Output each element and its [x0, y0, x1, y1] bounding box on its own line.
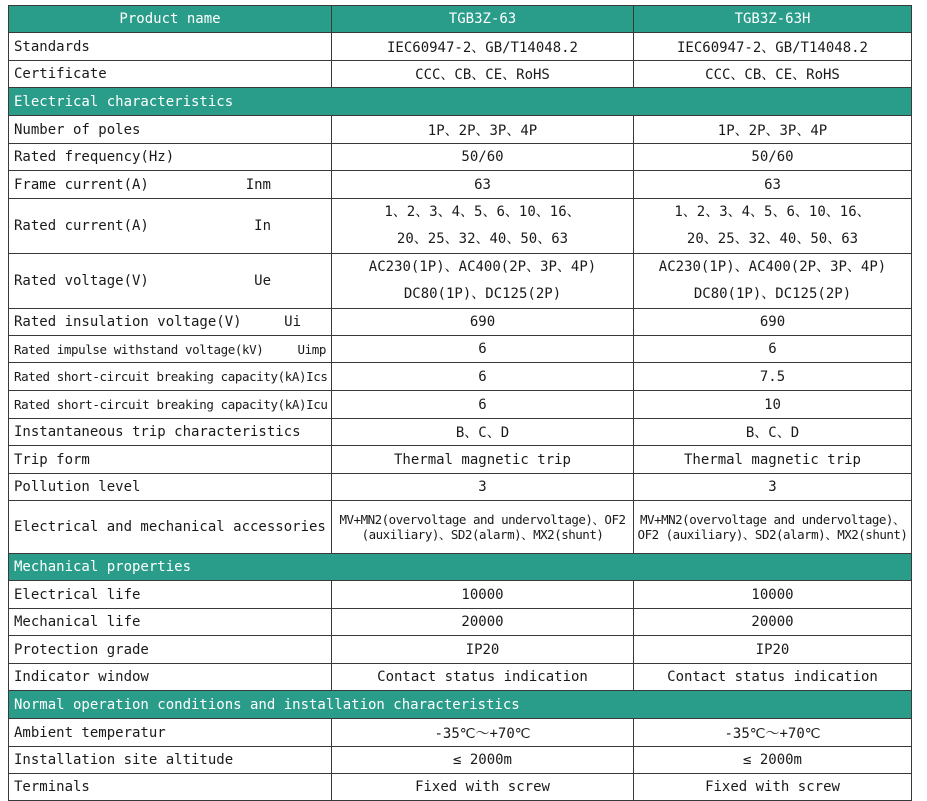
cell-value: IP20: [332, 636, 634, 664]
label-text: Rated voltage(V): [14, 273, 149, 289]
table-row: [9, 581, 912, 609]
cell-value: Fixed with screw: [634, 774, 912, 801]
row-label: Electrical and mechanical accessories: [9, 501, 332, 554]
row-label: [9, 171, 332, 199]
product-name-header: Product name: [9, 6, 332, 33]
cell-value: ≤ 2000m: [634, 747, 912, 774]
cell-line: 20、25、32、40、50、63: [396, 231, 569, 247]
symbol-text: Icu: [306, 397, 328, 412]
row-label: Rated frequency(Hz): [9, 144, 332, 171]
cell-value: IEC60947-2、GB/T14048.2: [332, 33, 634, 61]
section-title: Mechanical properties: [9, 554, 912, 581]
cell-value: Contact status indication: [634, 664, 912, 691]
cell-value: 6: [332, 363, 634, 391]
table-row: [9, 336, 912, 363]
table-row: [9, 609, 912, 636]
cell-value: 20000: [634, 609, 912, 636]
cell-value: -35℃～+70℃: [634, 719, 912, 747]
label-text: Rated current(A): [14, 218, 149, 234]
cell-line: AC230(1P)、AC400(2P、3P、4P): [368, 259, 597, 275]
cell-line: DC80(1P)、DC125(2P): [693, 286, 852, 302]
symbol-text: Ue: [254, 273, 271, 289]
header-row: [9, 6, 912, 33]
table-row: [9, 33, 912, 61]
table-row: [9, 636, 912, 664]
row-label: Certificate: [9, 61, 332, 88]
model-b-header: TGB3Z-63H: [634, 6, 912, 33]
row-label: Electrical life: [9, 581, 332, 609]
cell-value: 63: [634, 171, 912, 199]
label-text: Rated insulation voltage(V): [14, 314, 242, 330]
table-row: [9, 116, 912, 144]
cell-value: [634, 199, 912, 254]
symbol-text: In: [254, 218, 271, 234]
cell-value: Thermal magnetic trip: [634, 446, 912, 474]
cell-line: DC80(1P)、DC125(2P): [403, 286, 562, 302]
row-label: Standards: [9, 33, 332, 61]
symbol-text: Inm: [245, 176, 271, 193]
label-text: Rated impulse withstand voltage(kV): [14, 341, 264, 357]
section-header-electrical: [9, 88, 912, 116]
cell-value: 20000: [332, 609, 634, 636]
symbol-text: Ics: [306, 369, 328, 384]
table-row: [9, 501, 912, 554]
cell-value: 10000: [332, 581, 634, 609]
cell-line: 1、2、3、4、5、6、10、16、: [674, 204, 871, 220]
cell-value: IEC60947-2、GB/T14048.2: [634, 33, 912, 61]
row-label: Instantaneous trip characteristics: [9, 419, 332, 446]
cell-value: [332, 199, 634, 254]
cell-value: Thermal magnetic trip: [332, 446, 634, 474]
cell-value: ≤ 2000m: [332, 747, 634, 774]
table-row: [9, 446, 912, 474]
row-label: Pollution level: [9, 474, 332, 501]
section-header-mechanical: [9, 554, 912, 581]
cell-value: IP20: [634, 636, 912, 664]
row-label: [9, 309, 332, 336]
cell-line: 1、2、3、4、5、6、10、16、: [384, 204, 581, 220]
table-row: [9, 363, 912, 391]
cell-value: [332, 254, 634, 309]
row-label: Indicator window: [9, 664, 332, 691]
section-header-normal: [9, 691, 912, 719]
row-label: [9, 199, 332, 254]
cell-value: [634, 254, 912, 309]
cell-value: CCC、CB、CE、RoHS: [634, 61, 912, 88]
row-label: [9, 336, 332, 363]
row-label: Terminals: [9, 774, 332, 801]
table-row: [9, 747, 912, 774]
cell-value: 3: [332, 474, 634, 501]
table-row: [9, 474, 912, 501]
cell-value: B、C、D: [332, 419, 634, 446]
label-text: Rated short-circuit breaking capacity(kA): [14, 369, 307, 384]
row-label: Protection grade: [9, 636, 332, 664]
table-row: [9, 254, 912, 309]
cell-value: 50/60: [332, 144, 634, 171]
cell-value: 3: [634, 474, 912, 501]
symbol-text: Ui: [284, 314, 301, 330]
section-title: Electrical characteristics: [9, 88, 912, 116]
cell-value: 10000: [634, 581, 912, 609]
section-title: Normal operation conditions and installation characteristics: [9, 691, 912, 719]
cell-value: 690: [332, 309, 634, 336]
row-label: [9, 391, 332, 419]
cell-value: 6: [332, 336, 634, 363]
model-a-header: TGB3Z-63: [332, 6, 634, 33]
table-row: [9, 719, 912, 747]
table-row: [9, 774, 912, 801]
cell-line: 20、25、32、40、50、63: [686, 231, 859, 247]
table-row: [9, 419, 912, 446]
spec-table: [8, 5, 912, 801]
label-text: Frame current(A): [14, 176, 149, 193]
cell-line: AC230(1P)、AC400(2P、3P、4P): [658, 259, 887, 275]
symbol-text: Uimp: [297, 341, 326, 357]
table-row: [9, 171, 912, 199]
table-row: [9, 391, 912, 419]
table-row: [9, 144, 912, 171]
row-label: Mechanical life: [9, 609, 332, 636]
cell-value: -35℃～+70℃: [332, 719, 634, 747]
cell-value: 690: [634, 309, 912, 336]
table-row: [9, 199, 912, 254]
cell-value: Contact status indication: [332, 664, 634, 691]
row-label: Number of poles: [9, 116, 332, 144]
row-label: [9, 254, 332, 309]
label-text: Rated short-circuit breaking capacity(kA): [14, 397, 307, 412]
cell-value: Fixed with screw: [332, 774, 634, 801]
cell-value: MV+MN2(overvoltage and undervoltage)、OF2 (auxiliary)、SD2(alarm)、MX2(shunt): [634, 501, 912, 554]
cell-value: MV+MN2(overvoltage and undervoltage)、OF2 (auxiliary)、SD2(alarm)、MX2(shunt): [332, 501, 634, 554]
table-row: [9, 309, 912, 336]
row-label: [9, 363, 332, 391]
cell-value: B、C、D: [634, 419, 912, 446]
row-label: Trip form: [9, 446, 332, 474]
cell-value: CCC、CB、CE、RoHS: [332, 61, 634, 88]
row-label: Installation site altitude: [9, 747, 332, 774]
cell-value: 6: [634, 336, 912, 363]
table-row: [9, 664, 912, 691]
table-row: [9, 61, 912, 88]
cell-value: 1P、2P、3P、4P: [634, 116, 912, 144]
cell-value: 7.5: [634, 363, 912, 391]
row-label: Ambient temperatur: [9, 719, 332, 747]
cell-value: 6: [332, 391, 634, 419]
cell-value: 63: [332, 171, 634, 199]
cell-value: 10: [634, 391, 912, 419]
cell-value: 50/60: [634, 144, 912, 171]
cell-value: 1P、2P、3P、4P: [332, 116, 634, 144]
